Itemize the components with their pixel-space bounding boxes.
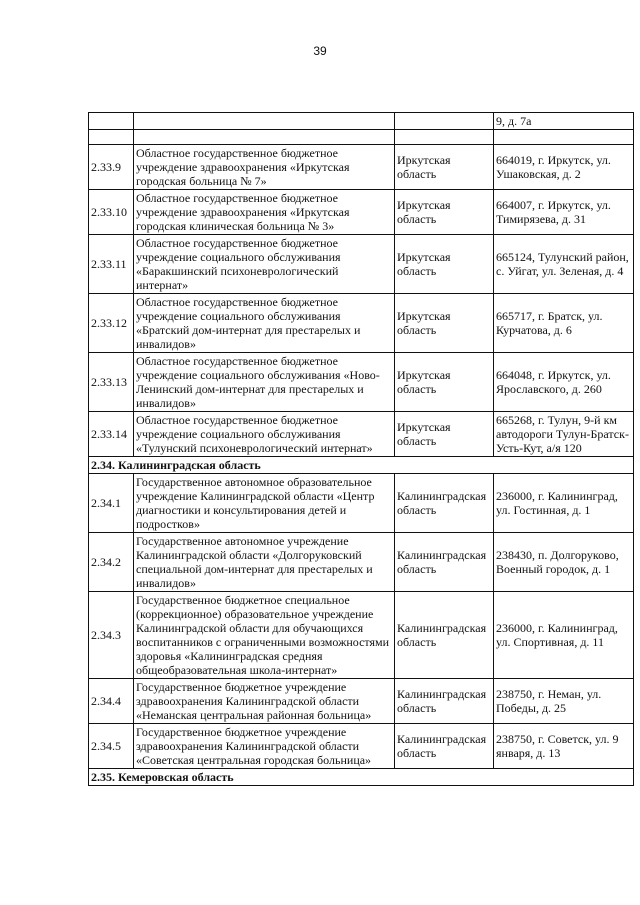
table-row [89, 679, 634, 724]
institution-name: Государственное автономное учреждение Калининградской области «Долгоруковский специальной дом-интернат для престарелых и инвалидов» [134, 533, 395, 592]
row-number: 2.34.5 [89, 724, 134, 769]
section-heading-row [89, 769, 634, 786]
region: Калининградская область [395, 592, 494, 679]
table-row [89, 145, 634, 190]
continuation-row [89, 113, 634, 130]
address: 664048, г. Иркутск, ул. Ярославского, д. 260 [494, 353, 634, 412]
address: 236000, г. Калининград, ул. Гостинная, д. 1 [494, 474, 634, 533]
continuation-region-cell [395, 113, 494, 130]
row-number: 2.33.10 [89, 190, 134, 235]
institution-name: Областное государственное бюджетное учреждение здравоохранения «Иркутская городская клиническая больница № 3» [134, 190, 395, 235]
region: Иркутская область [395, 190, 494, 235]
row-number: 2.33.9 [89, 145, 134, 190]
address: 665717, г. Братск, ул. Курчатова, д. 6 [494, 294, 634, 353]
table-row [89, 592, 634, 679]
region: Иркутская область [395, 145, 494, 190]
page-number: 39 [313, 44, 327, 58]
table-row [89, 353, 634, 412]
region: Иркутская область [395, 353, 494, 412]
row-number: 2.33.13 [89, 353, 134, 412]
institution-name: Областное государственное бюджетное учреждение здравоохранения «Иркутская городская больница № 7» [134, 145, 395, 190]
institution-name: Областное государственное бюджетное учреждение социального обслуживания «Ново-Ленинский дом-интернат для престарелых и инвалидов» [134, 353, 395, 412]
address: 238430, п. Долгоруково, Военный городок, д. 1 [494, 533, 634, 592]
section-heading: 2.35. Кемеровская область [89, 769, 634, 786]
table-body [89, 113, 634, 786]
continuation-name-cell [134, 113, 395, 130]
table-row [89, 724, 634, 769]
institution-name: Государственное автономное образовательное учреждение Калининградской области «Центр диагностики и консультирования детей и подростков» [134, 474, 395, 533]
table-row [89, 235, 634, 294]
region: Иркутская область [395, 235, 494, 294]
row-number: 2.33.11 [89, 235, 134, 294]
row-number: 2.33.14 [89, 412, 134, 457]
address: 238750, г. Советск, ул. 9 января, д. 13 [494, 724, 634, 769]
region: Калининградская область [395, 679, 494, 724]
address: 664007, г. Иркутск, ул. Тимирязева, д. 31 [494, 190, 634, 235]
institution-name: Государственное бюджетное учреждение здравоохранения Калининградской области «Неманская центральная районная больница» [134, 679, 395, 724]
empty-row [89, 130, 634, 145]
address: 664019, г. Иркутск, ул. Ушаковская, д. 2 [494, 145, 634, 190]
region: Калининградская область [395, 533, 494, 592]
row-number: 2.34.2 [89, 533, 134, 592]
institution-name: Областное государственное бюджетное учреждение социального обслуживания «Тулунский психоневрологический интернат» [134, 412, 395, 457]
address: 665268, г. Тулун, 9-й км автодороги Тулун-Братск-Усть-Кут, а/я 120 [494, 412, 634, 457]
institution-name: Государственное бюджетное специальное (коррекционное) образовательное учреждение Калининградской области для обучающихся воспитанников с ограниченными возможностями здоровья «Калининградская средняя общеобразовательная школа-интернат» [134, 592, 395, 679]
table-row [89, 412, 634, 457]
address: 236000, г. Калининград, ул. Спортивная, д. 11 [494, 592, 634, 679]
row-number: 2.34.1 [89, 474, 134, 533]
region: Калининградская область [395, 474, 494, 533]
section-heading: 2.34. Калининградская область [89, 457, 634, 474]
row-number: 2.33.12 [89, 294, 134, 353]
row-number: 2.34.4 [89, 679, 134, 724]
section-heading-row [89, 457, 634, 474]
institution-name: Областное государственное бюджетное учреждение социального обслуживания «Баракшинский психоневрологический интернат» [134, 235, 395, 294]
table-row [89, 474, 634, 533]
institution-name: Областное государственное бюджетное учреждение социального обслуживания «Братский дом-интернат для престарелых и инвалидов» [134, 294, 395, 353]
continuation-num-cell [89, 113, 134, 130]
institution-name: Государственное бюджетное учреждение здравоохранения Калининградской области «Советская центральная городская больница» [134, 724, 395, 769]
region: Калининградская область [395, 724, 494, 769]
row-number: 2.34.3 [89, 592, 134, 679]
region: Иркутская область [395, 294, 494, 353]
institutions-table [88, 112, 634, 786]
region: Иркутская область [395, 412, 494, 457]
table-row [89, 533, 634, 592]
address: 238750, г. Неман, ул. Победы, д. 25 [494, 679, 634, 724]
table-row [89, 190, 634, 235]
continuation-address-cell: 9, д. 7а [494, 113, 634, 130]
table-row [89, 294, 634, 353]
address: 665124, Тулунский район, с. Уйгат, ул. Зеленая, д. 4 [494, 235, 634, 294]
